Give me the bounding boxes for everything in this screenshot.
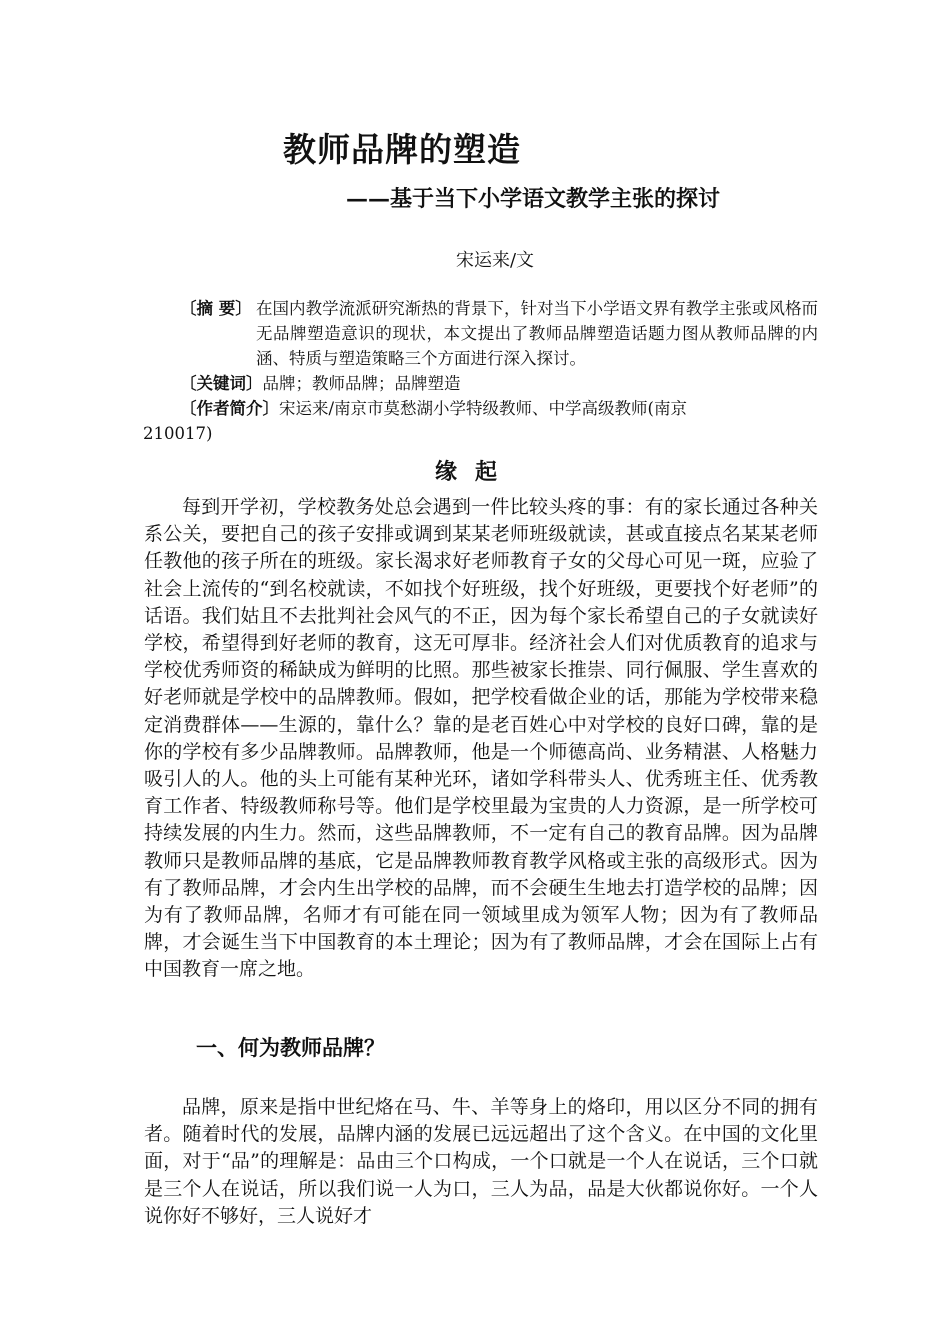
author-bio-label: 〔作者简介〕 bbox=[180, 399, 279, 418]
section-heading-what-is-teacher-brand: 一、何为教师品牌？ bbox=[196, 1035, 385, 1060]
document-subtitle: ——基于当下小学语文教学主张的探讨 bbox=[346, 186, 721, 212]
article-metadata bbox=[143, 296, 823, 446]
abstract-label: 〔摘 要〕 bbox=[180, 299, 252, 318]
author-byline: 宋运来/文 bbox=[455, 250, 535, 271]
keywords-label: 〔关键词〕 bbox=[180, 374, 263, 393]
keywords-text: 品牌；教师品牌；品牌塑造 bbox=[262, 374, 461, 393]
document-title: 教师品牌的塑造 bbox=[283, 130, 521, 169]
author-bio-text: 宋运来/南京市莫愁湖小学特级教师、中学高级教师(南京 bbox=[279, 399, 687, 418]
section-one-paragraph: 品牌，原来是指中世纪烙在马、牛、羊等身上的烙印，用以区分不同的拥有者。随着时代的发展，品牌内涵的发展已远远超出了这个含义。在中国的文化里面，对于“品”的理解是：品由三个口构成，一个口就是一个人在说话，三个口就是三个人在说话，所以我们说一人为口，三人为品，品是大伙都说你好。一个人说你好不够好，三人说好才 bbox=[144, 1096, 818, 1227]
keywords-row bbox=[143, 371, 823, 396]
section-heading-origin: 缘起 bbox=[434, 459, 515, 485]
abstract-text: 在国内教学流派研究渐热的背景下，针对当下小学语文界有教学主张或风格而无品牌塑造意识的现状，本文提出了教师品牌塑造话题力图从教师品牌的内涵、特质与塑造策略三个方面进行深入探讨。 bbox=[256, 299, 818, 368]
author-bio-row bbox=[143, 396, 823, 421]
abstract-block bbox=[143, 296, 823, 371]
author-bio-continuation: 210017) bbox=[143, 424, 213, 443]
origin-paragraph: 每到开学初，学校教务处总会遇到一件比较头疼的事：有的家长通过各种关系公关，要把自己的孩子安排或调到某某老师班级就读，甚或直接点名某某老师任教他的孩子所在的班级。家长渴求好老师教育子女的父母心可见一斑，应验了社会上流传的“到名校就读，不如找个好班级，找个好班级，更要找个好老师”的话语。我们姑且不去批判社会风气的不正，因为每个家长希望自己的子女就读好学校，希望得到好老师的教育，这无可厚非。经济社会人们对优质教育的追求与学校优秀师资的稀缺成为鲜明的比照。那些被家长推崇、同行佩服、学生喜欢的好老师就是学校中的品牌教师。假如，把学校看做企业的话，那能为学校带来稳定消费群体——生源的，靠什么？靠的是老百姓心中对学校的良好口碑，靠的是你的学校有多少品牌教师。品牌教师，他是一个师德高尚、业务精湛、人格魅力吸引人的人。他的头上可能有某种光环，诸如学科带头人、优秀班主任、优秀教育工作者、特级教师称号等。他们是学校里最为宝贵的人力资源，是一所学校可持续发展的内生力。然而，这些品牌教师，不一定有自己的教育品牌。因为品牌教师只是教师品牌的基底，它是品牌教师教育教学风格或主张的高级形式。因为有了教师品牌，才会内生出学校的品牌，而不会硬生生地去打造学校的品牌；因为有了教师品牌，名师才有可能在同一领域里成为领军人物；因为有了教师品牌，才会诞生当下中国教育的本土理论；因为有了教师品牌，才会在国际上占有中国教育一席之地。 bbox=[144, 496, 818, 981]
